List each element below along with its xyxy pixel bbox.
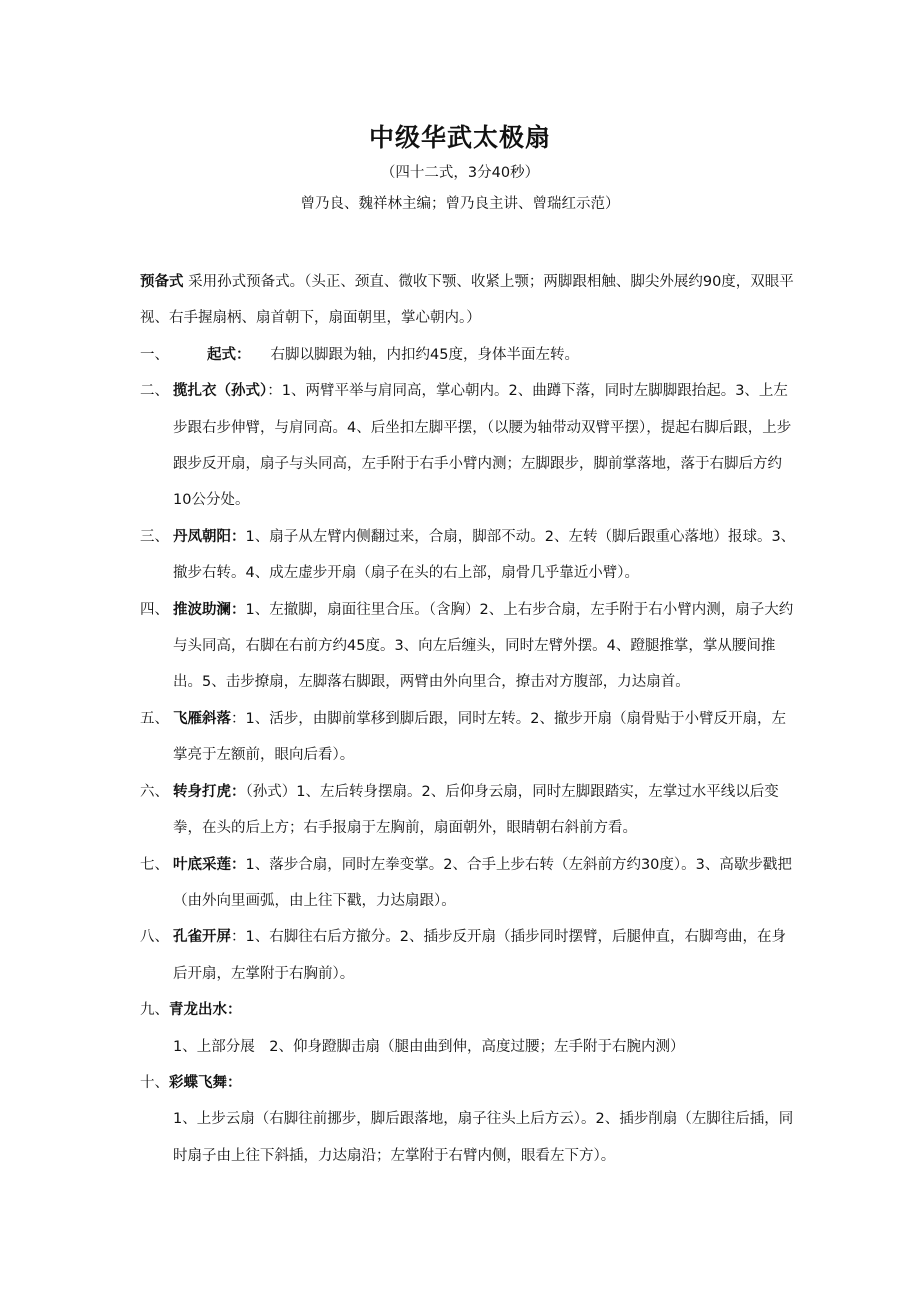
item-text: （孙式）1、左后转身摆扇。2、后仰身云扇，同时左脚跟踏实，左掌过水平线以后变拳，在头的后上方；右手报扇于左胸前，扇面朝外，眼睛朝右斜前方看。	[173, 783, 779, 837]
item-label: 叶底采莲：	[173, 856, 246, 873]
item-text: 1、上步云扇（右脚往前挪步，脚后跟落地，扇子往头上后方云）。2、插步削扇（左脚往后插，同时扇子由上往下斜插，力达扇沿；左掌附于右臂内侧，眼看左下方）。	[173, 1111, 794, 1164]
item-number: 二、	[140, 383, 169, 400]
document-body	[140, 264, 800, 1174]
item-label: 丹凤朝阳：	[173, 528, 246, 545]
prep-text: 采用孙式预备式。（头正、颈直、微收下颚、收紧上颚；两脚跟相触、脚尖外展约90度，双眼平视、右手握扇柄、扇首朝下，扇面朝里，掌心朝内。）	[140, 274, 794, 327]
item-text: 右脚以脚跟为轴，内扣约45度，身体半面左转。	[270, 346, 579, 363]
item-number: 三、	[140, 528, 169, 545]
item-label: 飞雁斜落	[173, 710, 231, 727]
item-2	[140, 373, 800, 519]
item-text: 1、落步合扇，同时左拳变掌。2、合手上步右转（左斜前方约30度）。3、高歇步戳把（由外向里画弧，由上往下戳，力达扇跟）。	[173, 856, 792, 909]
prep-label: 预备式	[140, 274, 184, 290]
item-text: ：1、活步，由脚前掌移到脚后跟，同时左转。2、撤步开扇（扇骨贴于小臂反开扇，左掌亮于左额前，眼向后看）。	[173, 710, 786, 764]
item-3	[140, 519, 800, 592]
item-label: 青龙出水：	[169, 1002, 242, 1019]
item-label: 推波助澜：	[173, 601, 246, 618]
item-number: 八、	[140, 929, 169, 946]
item-8	[140, 919, 800, 992]
item-7	[140, 847, 800, 920]
prep-paragraph	[140, 264, 800, 337]
item-number: 十、	[140, 1074, 169, 1091]
item-4	[140, 592, 800, 701]
item-number: 六、	[140, 783, 169, 800]
item-number: 九、	[140, 1002, 169, 1019]
item-label: 彩蝶飞舞：	[169, 1074, 242, 1091]
subtitle-duration: （四十二式，3分40秒）	[380, 165, 540, 181]
page-title: 中级华武太极扇	[368, 123, 551, 152]
item-1-qishi	[140, 337, 800, 373]
item-9-heading	[140, 992, 800, 1028]
item-5	[140, 701, 800, 774]
item-number: 五、	[140, 710, 169, 727]
item-label: 揽扎衣（孙式）	[173, 383, 268, 400]
item-text: ：1、右脚往右后方撤分。2、插步反开扇（插步同时摆臂，后腿伸直，右脚弯曲，在身后开扇，左掌附于右胸前）。	[173, 929, 786, 982]
item-label: 转身打虎：	[173, 783, 246, 800]
item-text: 1、上部分展 2、仰身蹬脚击扇（腿由曲到伸，高度过腰；左手附于右腕内测）	[173, 1038, 685, 1055]
item-number: 一、	[140, 346, 169, 363]
item-label: 孔雀开屏	[173, 929, 231, 946]
subtitle-authors: 曾乃良、魏祥林主编；曾乃良主讲、曾瑞红示范）	[300, 196, 620, 212]
item-text: 1、扇子从左臂内侧翻过来，合扇，脚部不动。2、左转（脚后跟重心落地）报球。3、撤步右转。4、成左虚步开扇（扇子在头的右上部，扇骨几乎靠近小臂）。	[173, 528, 796, 582]
item-9-body	[140, 1029, 800, 1065]
item-number: 四、	[140, 601, 169, 618]
item-10-body	[140, 1101, 800, 1174]
item-number: 七、	[140, 856, 169, 873]
item-10-heading	[140, 1065, 800, 1101]
item-6	[140, 774, 800, 847]
item-label: 起式：	[207, 346, 251, 363]
item-text: 1、左撤脚，扇面往里合压。（含胸）2、上右步合扇，左手附于右小臂内测，扇子大约与头同高，右脚在右前方约45度。3、向左后缠头，同时左臂外摆。4、蹬腿推掌，掌从腰间推出。5、击步撩扇，左脚落右脚跟，两臂由外向里合，撩击对方腹部，力达扇首。	[173, 601, 794, 691]
item-text: ：1、两臂平举与肩同高，掌心朝内。2、曲蹲下落，同时左脚脚跟抬起。3、上左步跟右步伸臂，与肩同高。4、后坐扣左脚平摆，（以腰为轴带动双臂平摆），提起右脚后跟，上步跟步反开扇，扇子与头同高，左手附于右手小臂内测；左脚跟步，脚前掌落地，落于右脚后方约10公分处。	[173, 383, 792, 509]
